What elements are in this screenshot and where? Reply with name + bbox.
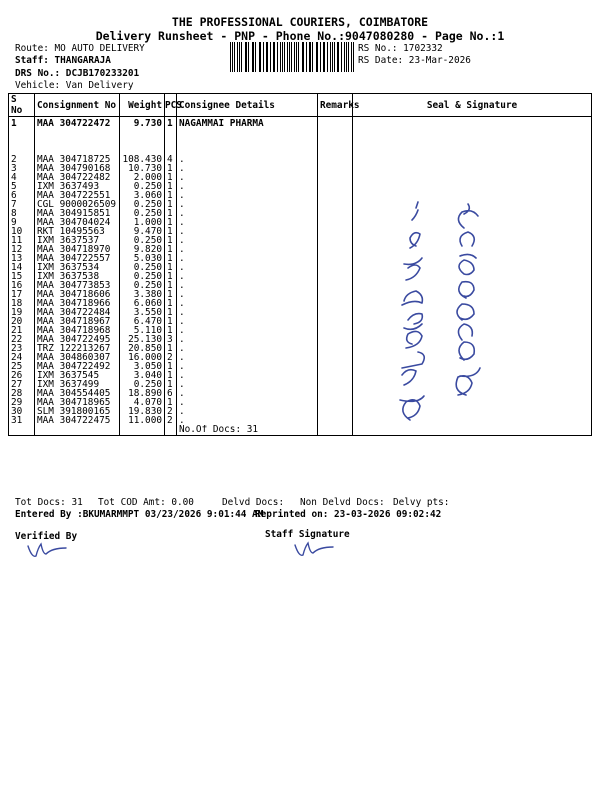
cell-pcs: 1 — [165, 164, 177, 173]
cell-remarks — [318, 299, 353, 308]
cell-remarks — [318, 209, 353, 218]
cell-consignment: MAA 304718970 — [35, 245, 120, 254]
cell-consignee: . — [177, 281, 318, 290]
non-delivered-docs: Non Delvd Docs: — [300, 497, 385, 508]
cell-seal — [353, 164, 592, 173]
cell-consignment: IXM 3637545 — [35, 371, 120, 380]
cell-sno: 3 — [9, 164, 35, 173]
cell-consignment: MAA 304790168 — [35, 164, 120, 173]
cell-sno: 22 — [9, 335, 35, 344]
header-consignee: Consignee Details — [177, 94, 318, 117]
cell-consignment: IXM 3637538 — [35, 272, 120, 281]
delivered-docs: Delvd Docs: — [222, 497, 285, 508]
cell-consignment: MAA 304718725 — [35, 155, 120, 164]
cell-consignee: . — [177, 218, 318, 227]
cell-pcs: 1 — [165, 344, 177, 353]
cell-sno: 6 — [9, 191, 35, 200]
cell-sno: 26 — [9, 371, 35, 380]
total-docs: Tot Docs: 31 — [15, 497, 83, 508]
cell-consignee: . — [177, 200, 318, 209]
rs-number: RS No.: 1702332 — [358, 43, 443, 54]
cell-pcs: 1 — [165, 299, 177, 308]
cell-weight: 0.250 — [120, 281, 165, 290]
cell-consignment: MAA 304860307 — [35, 353, 120, 362]
cell-consignee: . — [177, 299, 318, 308]
cell-consignee: . — [177, 326, 318, 335]
cell-consignment: RKT 10495563 — [35, 227, 120, 236]
cell-remarks — [318, 389, 353, 398]
cell-pcs: 1 — [165, 308, 177, 317]
cell-consignment: MAA 304722557 — [35, 254, 120, 263]
cell-pcs: 1 — [165, 380, 177, 389]
cell-consignment: MAA 304554405 — [35, 389, 120, 398]
cell-consignee: . — [177, 290, 318, 299]
cell-remarks — [318, 353, 353, 362]
cell-remarks — [318, 117, 353, 156]
cell-sno: 23 — [9, 344, 35, 353]
staff-signature-label: Staff Signature — [265, 529, 350, 540]
cell-pcs: 1 — [165, 326, 177, 335]
cell-weight: 6.060 — [120, 299, 165, 308]
cell-consignee: . — [177, 398, 318, 407]
cell-remarks — [318, 380, 353, 389]
cell-weight: 20.850 — [120, 344, 165, 353]
cell-weight: 16.000 — [120, 353, 165, 362]
cell-sno: 4 — [9, 173, 35, 182]
cell-pcs: 1 — [165, 317, 177, 326]
cell-consignee: . — [177, 182, 318, 191]
cell-remarks — [318, 200, 353, 209]
cell-seal — [353, 155, 592, 164]
cell-consignment: CGL 9000026509 — [35, 200, 120, 209]
verified-by-label: Verified By — [15, 531, 78, 542]
cell-pcs: 1 — [165, 117, 177, 156]
cell-weight: 0.250 — [120, 182, 165, 191]
header-sno: S No — [9, 94, 35, 117]
cell-pcs: 4 — [165, 155, 177, 164]
cell-consignment: MAA 304718968 — [35, 326, 120, 335]
cell-pcs: 1 — [165, 200, 177, 209]
cell-consignment: MAA 304718967 — [35, 317, 120, 326]
cell-consignee: . — [177, 380, 318, 389]
barcode — [230, 42, 355, 72]
cell-remarks — [318, 182, 353, 191]
cell-remarks — [318, 191, 353, 200]
header-pcs: PCS — [165, 94, 177, 117]
cell-pcs: 1 — [165, 227, 177, 236]
cell-consignee: . — [177, 209, 318, 218]
cell-pcs: 1 — [165, 182, 177, 191]
cell-consignment: MAA 304718606 — [35, 290, 120, 299]
cell-consignee: NAGAMMAI PHARMA — [177, 117, 318, 156]
cell-pcs: 6 — [165, 389, 177, 398]
cell-remarks — [318, 272, 353, 281]
cell-pcs: 2 — [165, 416, 177, 425]
cell-consignment: TRZ 122213267 — [35, 344, 120, 353]
drs-number: DRS No.: DCJB170233201 — [15, 68, 140, 79]
cell-consignee: . — [177, 173, 318, 182]
cell-consignee: . — [177, 353, 318, 362]
cell-sno: 19 — [9, 308, 35, 317]
cell-consignee: . — [177, 164, 318, 173]
cell-pcs: 3 — [165, 335, 177, 344]
cell-sno: 18 — [9, 299, 35, 308]
handwritten-signature — [380, 180, 520, 460]
cell-consignee: . — [177, 227, 318, 236]
cell-pcs: 1 — [165, 209, 177, 218]
cell-weight: 4.070 — [120, 398, 165, 407]
cell-sno: 13 — [9, 254, 35, 263]
cell-pcs: 1 — [165, 281, 177, 290]
cell-consignee: . — [177, 371, 318, 380]
staff-signature-scribble — [292, 538, 337, 560]
cell-remarks — [318, 326, 353, 335]
cell-consignment: IXM 3637534 — [35, 263, 120, 272]
cell-pcs: 1 — [165, 236, 177, 245]
cell-consignment: MAA 304704024 — [35, 218, 120, 227]
cell-weight: 5.110 — [120, 326, 165, 335]
cell-weight: 25.130 — [120, 335, 165, 344]
cell-consignment: MAA 304722484 — [35, 308, 120, 317]
cell-weight: 19.830 — [120, 407, 165, 416]
runsheet-subtitle: Delivery Runsheet - PNP - Phone No.:9047080280 - Page No.:1 — [95, 29, 505, 43]
cell-sno: 20 — [9, 317, 35, 326]
cell-remarks — [318, 281, 353, 290]
cell-sno: 15 — [9, 272, 35, 281]
cell-remarks — [318, 155, 353, 164]
cell-sno: 5 — [9, 182, 35, 191]
cell-consignment: IXM 3637493 — [35, 182, 120, 191]
header-consignment: Consignment No — [35, 94, 120, 117]
cell-consignment: MAA 304722482 — [35, 173, 120, 182]
cell-weight: 3.050 — [120, 362, 165, 371]
cell-consignee: . — [177, 245, 318, 254]
cell-sno: 28 — [9, 389, 35, 398]
cell-pcs: 1 — [165, 254, 177, 263]
cell-consignment: IXM 3637499 — [35, 380, 120, 389]
no-of-docs: No.Of Docs: 31 — [177, 425, 318, 436]
header-remarks: Remarks — [318, 94, 353, 117]
cell-remarks — [318, 245, 353, 254]
cell-consignee: . — [177, 272, 318, 281]
cell-sno: 12 — [9, 245, 35, 254]
cell-remarks — [318, 290, 353, 299]
cell-remarks — [318, 308, 353, 317]
verifier-signature — [25, 540, 70, 562]
cell-remarks — [318, 317, 353, 326]
cell-consignment: MAA 304773853 — [35, 281, 120, 290]
header-seal: Seal & Signature — [353, 94, 592, 117]
cell-pcs: 2 — [165, 353, 177, 362]
cell-consignee: . — [177, 236, 318, 245]
cell-consignment: MAA 304718966 — [35, 299, 120, 308]
cell-pcs: 1 — [165, 290, 177, 299]
cell-sno: 2 — [9, 155, 35, 164]
cell-sno: 14 — [9, 263, 35, 272]
cell-consignment: SLM 391800165 — [35, 407, 120, 416]
cell-sno: 16 — [9, 281, 35, 290]
cell-pcs: 1 — [165, 218, 177, 227]
cell-remarks — [318, 173, 353, 182]
header-weight: Weight — [120, 94, 165, 117]
cell-consignee: . — [177, 155, 318, 164]
cell-weight: 11.000 — [120, 416, 165, 425]
staff-info: Staff: THANGARAJA — [15, 55, 111, 66]
cell-weight: 0.250 — [120, 380, 165, 389]
cell-weight: 3.380 — [120, 290, 165, 299]
cell-consignment: MAA 304722472 — [35, 117, 120, 156]
cell-weight: 3.550 — [120, 308, 165, 317]
cell-remarks — [318, 218, 353, 227]
cell-pcs: 1 — [165, 191, 177, 200]
cell-weight: 1.000 — [120, 218, 165, 227]
cell-consignment: MAA 304722492 — [35, 362, 120, 371]
table-row — [9, 164, 592, 173]
cell-consignment: IXM 3637537 — [35, 236, 120, 245]
cell-weight: 2.000 — [120, 173, 165, 182]
table-row — [9, 155, 592, 164]
cell-remarks — [318, 164, 353, 173]
delivery-points: Delvy pts: — [393, 497, 450, 508]
cell-pcs: 1 — [165, 173, 177, 182]
table-row — [9, 117, 592, 156]
cell-consignee: . — [177, 335, 318, 344]
cell-consignee: . — [177, 416, 318, 425]
cell-consignee: . — [177, 308, 318, 317]
cell-sno: 10 — [9, 227, 35, 236]
cell-remarks — [318, 398, 353, 407]
cell-weight: 0.250 — [120, 209, 165, 218]
cell-pcs: 1 — [165, 245, 177, 254]
cell-sno: 8 — [9, 209, 35, 218]
cell-remarks — [318, 263, 353, 272]
cell-sno: 21 — [9, 326, 35, 335]
table-header-row — [9, 94, 592, 117]
cell-remarks — [318, 344, 353, 353]
cell-consignment: MAA 304722495 — [35, 335, 120, 344]
cell-pcs: 1 — [165, 398, 177, 407]
cell-remarks — [318, 335, 353, 344]
cell-sno: 1 — [9, 117, 35, 156]
rs-date: RS Date: 23-Mar-2026 — [358, 55, 471, 66]
cell-sno: 24 — [9, 353, 35, 362]
cell-remarks — [318, 236, 353, 245]
cell-remarks — [318, 227, 353, 236]
cell-remarks — [318, 416, 353, 425]
route-info: Route: MO AUTO DELIVERY — [15, 43, 145, 54]
cell-pcs: 2 — [165, 407, 177, 416]
cell-weight: 10.730 — [120, 164, 165, 173]
cell-weight: 3.060 — [120, 191, 165, 200]
reprinted-on: Reprinted on: 23-03-2026 09:02:42 — [255, 509, 442, 520]
cell-weight: 9.470 — [120, 227, 165, 236]
cell-sno: 29 — [9, 398, 35, 407]
cell-weight: 5.030 — [120, 254, 165, 263]
cell-consignment: MAA 304718965 — [35, 398, 120, 407]
cell-remarks — [318, 254, 353, 263]
cell-sno: 9 — [9, 218, 35, 227]
cell-weight: 108.430 — [120, 155, 165, 164]
cell-consignment: MAA 304722475 — [35, 416, 120, 425]
cell-sno: 7 — [9, 200, 35, 209]
cell-pcs: 1 — [165, 362, 177, 371]
cell-sno: 25 — [9, 362, 35, 371]
cell-weight: 18.890 — [120, 389, 165, 398]
cell-weight: 6.470 — [120, 317, 165, 326]
cell-remarks — [318, 371, 353, 380]
cell-remarks — [318, 362, 353, 371]
total-cod-amount: Tot COD Amt: 0.00 — [98, 497, 194, 508]
cell-consignee: . — [177, 263, 318, 272]
cell-weight: 0.250 — [120, 272, 165, 281]
cell-sno: 31 — [9, 416, 35, 425]
vehicle-info: Vehicle: Van Delivery — [15, 80, 134, 91]
cell-sno: 27 — [9, 380, 35, 389]
cell-weight: 0.250 — [120, 263, 165, 272]
cell-consignment: MAA 304915851 — [35, 209, 120, 218]
cell-consignee: . — [177, 317, 318, 326]
cell-weight: 3.040 — [120, 371, 165, 380]
cell-consignee: . — [177, 344, 318, 353]
cell-consignee: . — [177, 407, 318, 416]
cell-consignee: . — [177, 254, 318, 263]
cell-pcs: 1 — [165, 371, 177, 380]
cell-sno: 11 — [9, 236, 35, 245]
cell-weight: 0.250 — [120, 236, 165, 245]
cell-pcs: 1 — [165, 272, 177, 281]
entered-by: Entered By :BKUMARMMPT 03/23/2026 9:01:44 AM — [15, 509, 264, 520]
cell-weight: 0.250 — [120, 200, 165, 209]
cell-consignee: . — [177, 191, 318, 200]
cell-pcs: 1 — [165, 263, 177, 272]
cell-consignee: . — [177, 389, 318, 398]
cell-sno: 30 — [9, 407, 35, 416]
cell-sno: 17 — [9, 290, 35, 299]
cell-consignee: . — [177, 362, 318, 371]
cell-weight: 9.820 — [120, 245, 165, 254]
cell-consignment: MAA 304722551 — [35, 191, 120, 200]
cell-remarks — [318, 407, 353, 416]
company-title: THE PROFESSIONAL COURIERS, COIMBATORE — [171, 15, 429, 29]
cell-seal — [353, 117, 592, 156]
cell-weight: 9.730 — [120, 117, 165, 156]
